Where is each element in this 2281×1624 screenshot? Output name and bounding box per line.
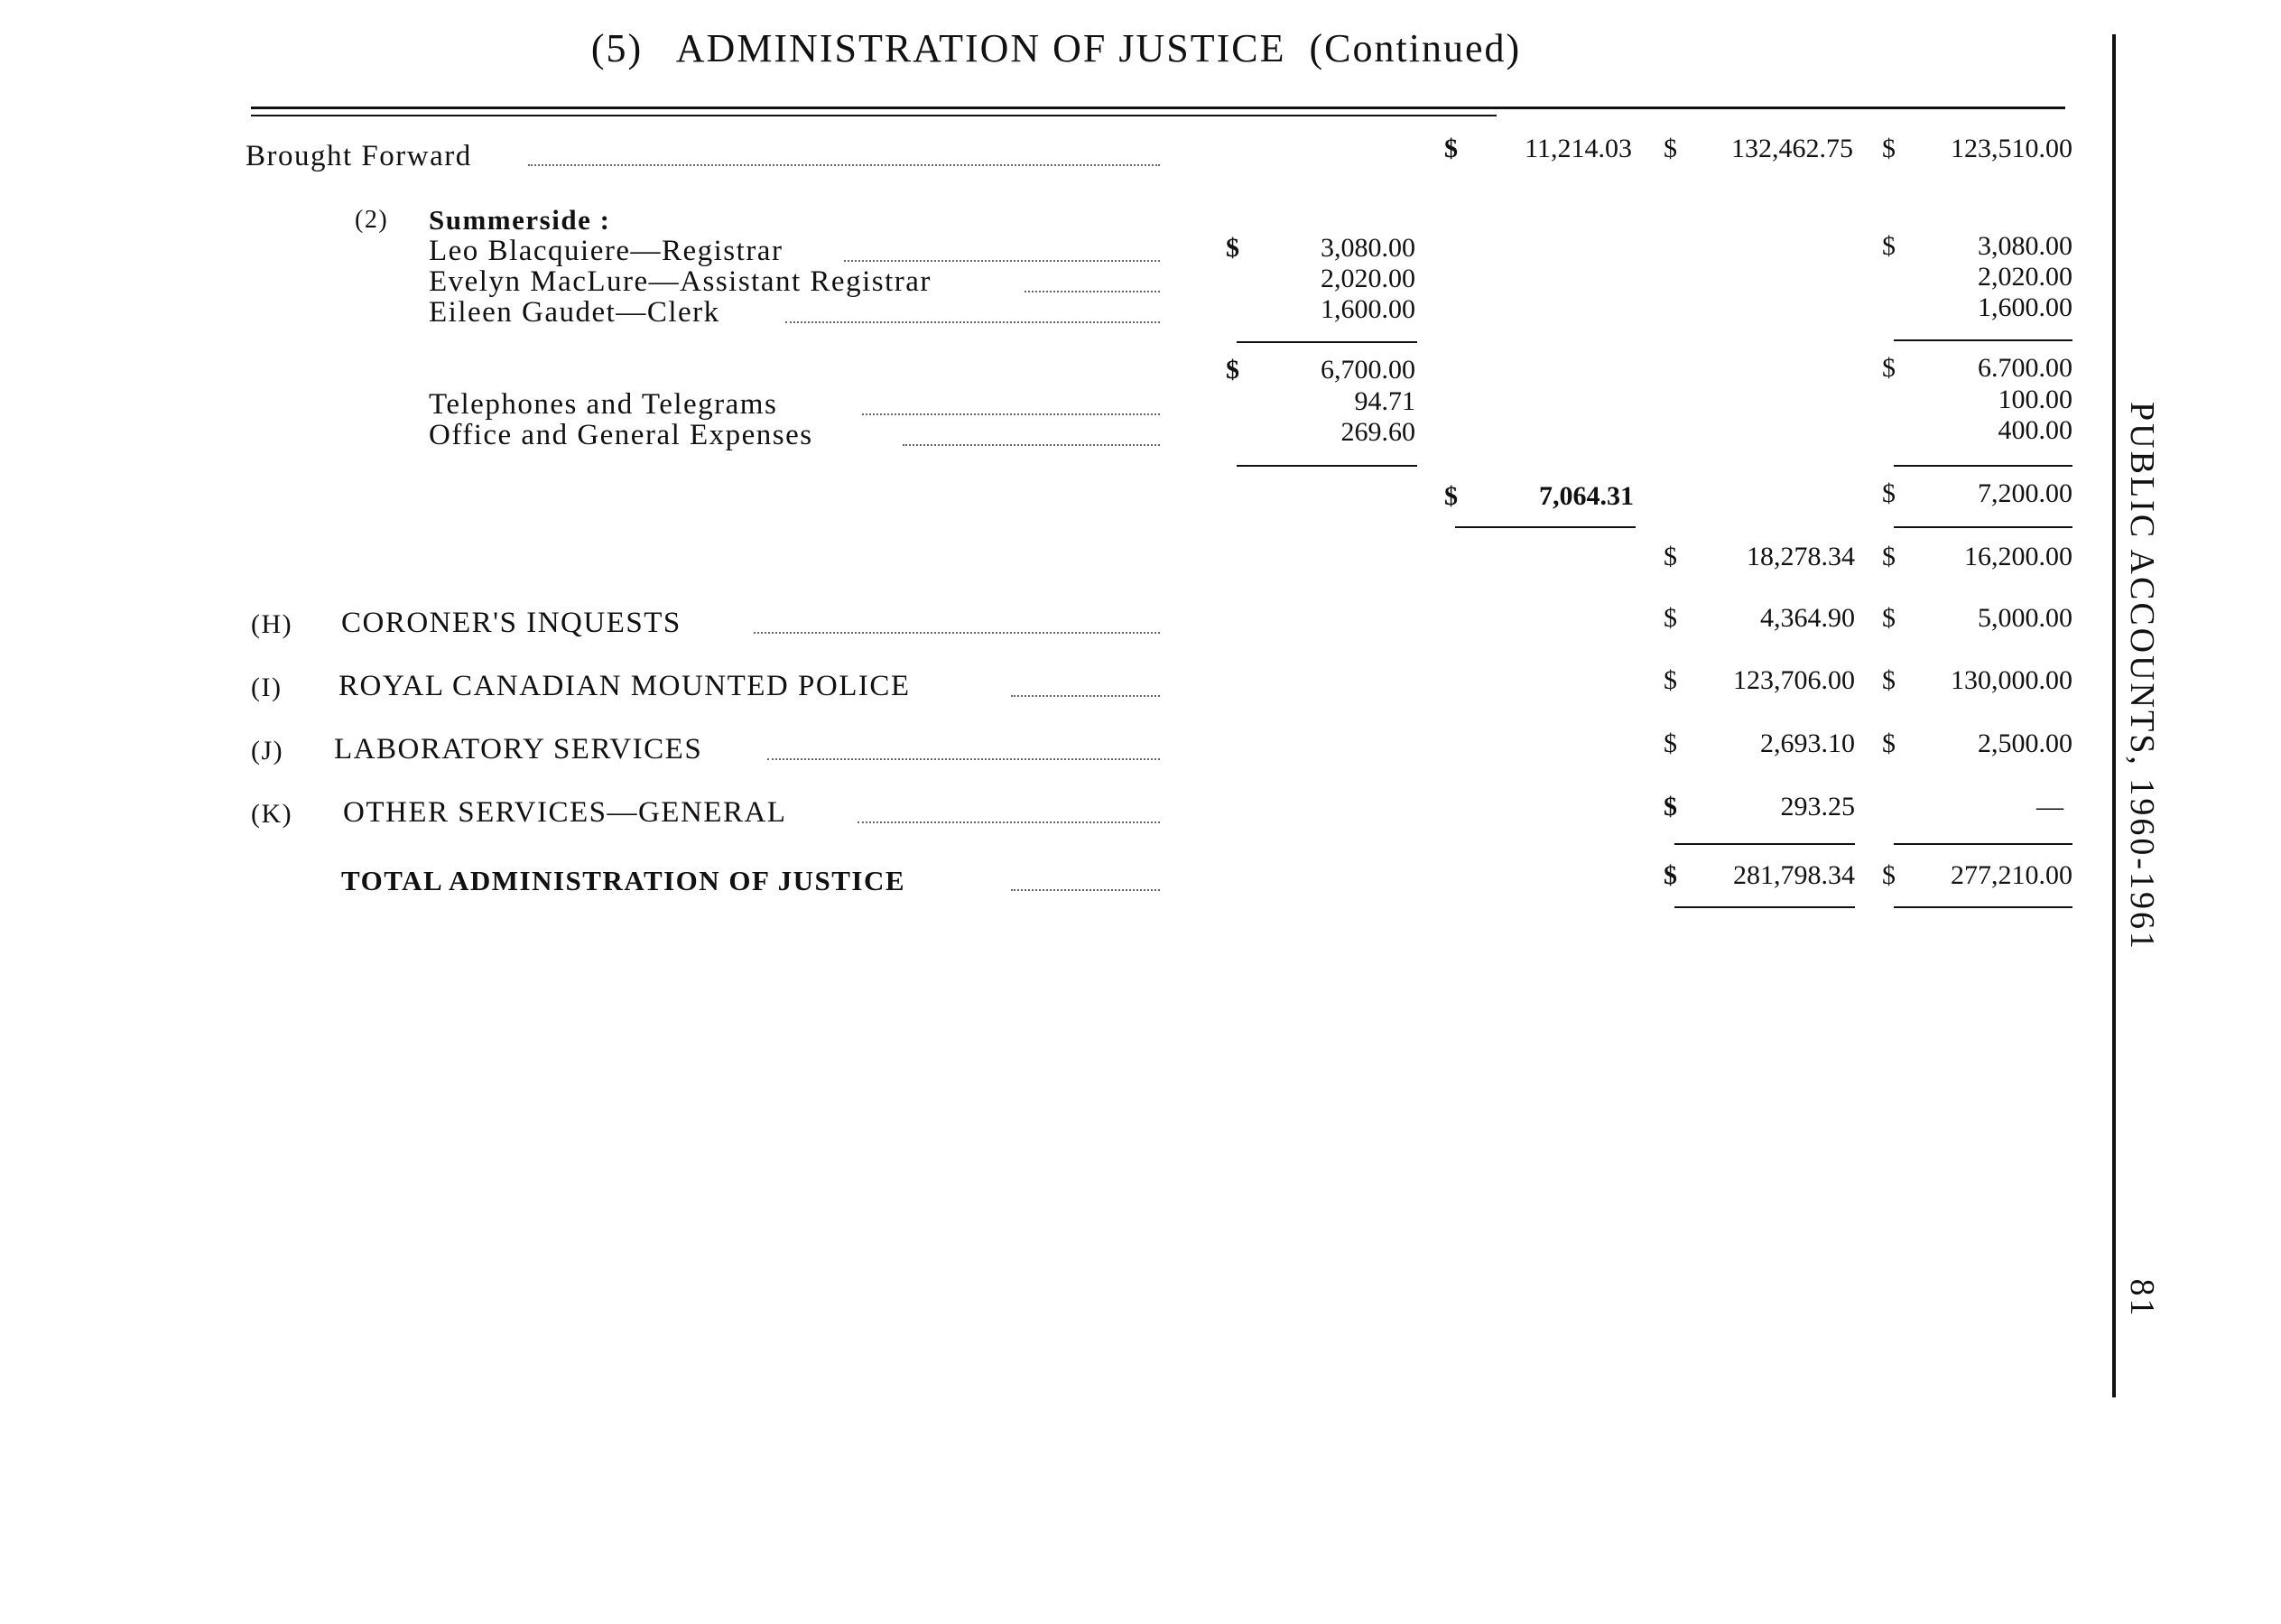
brought-forward-c4: 123,510.00 bbox=[1951, 134, 2072, 163]
item-c4: 100.00 bbox=[1998, 385, 2072, 414]
currency-sign: $ bbox=[1882, 231, 1896, 261]
subsection-number: (2) bbox=[355, 206, 389, 234]
leader-dots bbox=[785, 321, 1160, 323]
running-title-text: PUBLIC ACCOUNTS, 1960-1961 bbox=[2123, 402, 2161, 951]
subtotal-c1: 6,700.00 bbox=[1321, 355, 1415, 385]
carried-c4: 16,200.00 bbox=[1964, 542, 2072, 571]
currency-sign: $ bbox=[1664, 728, 1677, 758]
currency-sign: $ bbox=[1226, 355, 1239, 385]
item-c4: 2,020.00 bbox=[1978, 262, 2072, 292]
continued-label: (Continued) bbox=[1309, 26, 1522, 70]
section-code: (K) bbox=[251, 799, 293, 829]
currency-sign: $ bbox=[1664, 792, 1677, 821]
section-c4: 2,500.00 bbox=[1978, 728, 2072, 758]
leader-dots bbox=[767, 758, 1160, 760]
leader-dots bbox=[528, 164, 1160, 166]
subsection-heading: Summerside : bbox=[429, 204, 611, 236]
leader-dots bbox=[754, 632, 1160, 634]
leader-dots bbox=[862, 413, 1160, 415]
currency-sign: $ bbox=[1444, 481, 1458, 511]
grand-total-c3: 281,798.34 bbox=[1733, 860, 1855, 890]
section-title: ADMINISTRATION OF JUSTICE bbox=[675, 26, 1286, 70]
section-c3: 4,364.90 bbox=[1760, 603, 1855, 633]
currency-sign: $ bbox=[1664, 134, 1677, 163]
section-label: LABORATORY SERVICES bbox=[334, 733, 703, 766]
running-title bbox=[2122, 402, 2162, 1319]
leader-dots bbox=[858, 821, 1160, 823]
leader-dots bbox=[844, 260, 1160, 262]
section-code: (H) bbox=[251, 609, 293, 639]
grand-total-label: TOTAL ADMINISTRATION OF JUSTICE bbox=[341, 865, 906, 896]
item-c4: 1,600.00 bbox=[1978, 292, 2072, 322]
item-label: Leo Blacquiere—Registrar bbox=[429, 235, 784, 267]
section-label: OTHER SERVICES—GENERAL bbox=[343, 796, 787, 829]
currency-sign: $ bbox=[1444, 134, 1458, 163]
brought-forward-c2: 11,214.03 bbox=[1525, 134, 1632, 163]
currency-sign: $ bbox=[1882, 603, 1896, 633]
header-rule-bottom bbox=[251, 115, 1497, 116]
section-c3: 2,693.10 bbox=[1760, 728, 1855, 758]
item-c1: 2,020.00 bbox=[1321, 264, 1415, 293]
section-label: ROYAL CANADIAN MOUNTED POLICE bbox=[338, 670, 911, 702]
currency-sign: $ bbox=[1882, 134, 1896, 163]
currency-sign: $ bbox=[1882, 665, 1896, 695]
section-c3: 293.25 bbox=[1780, 792, 1855, 821]
header-rule-top bbox=[251, 107, 2065, 109]
leader-dots bbox=[1011, 695, 1160, 697]
subtotal-rule bbox=[1237, 341, 1417, 343]
currency-sign: $ bbox=[1882, 542, 1896, 571]
vertical-rule bbox=[2112, 34, 2116, 1397]
total-rule bbox=[1237, 465, 1417, 467]
section-c4: 5,000.00 bbox=[1978, 603, 2072, 633]
section-number: (5) bbox=[590, 26, 644, 70]
grand-total-underline bbox=[1674, 906, 1855, 908]
item-c4: 400.00 bbox=[1998, 415, 2072, 445]
total-rule bbox=[1455, 526, 1636, 528]
currency-sign: $ bbox=[1882, 728, 1896, 758]
item-label: Evelyn MacLure—Assistant Registrar bbox=[429, 265, 932, 298]
grand-total-rule bbox=[1674, 843, 1855, 845]
item-c1: 269.60 bbox=[1340, 417, 1415, 447]
subtotal-c4: 6.700.00 bbox=[1978, 353, 2072, 383]
section-code: (I) bbox=[251, 673, 283, 702]
grand-total-rule bbox=[1894, 843, 2072, 845]
item-c1: 3,080.00 bbox=[1321, 233, 1415, 263]
item-label: Eileen Gaudet—Clerk bbox=[429, 296, 720, 329]
currency-sign: $ bbox=[1664, 603, 1677, 633]
item-c1: 1,600.00 bbox=[1321, 294, 1415, 324]
grand-total-c4: 277,210.00 bbox=[1951, 860, 2072, 890]
summerside-total-c4: 7,200.00 bbox=[1978, 478, 2072, 508]
section-c4: — bbox=[2036, 792, 2063, 821]
currency-sign: $ bbox=[1882, 478, 1896, 508]
page-title bbox=[0, 25, 2112, 71]
carried-c3: 18,278.34 bbox=[1747, 542, 1855, 571]
page-number: 81 bbox=[2123, 1278, 2161, 1319]
currency-sign: $ bbox=[1226, 233, 1239, 263]
currency-sign: $ bbox=[1882, 353, 1896, 383]
leader-dots bbox=[1011, 889, 1160, 891]
brought-forward-c3: 132,462.75 bbox=[1731, 134, 1853, 163]
total-rule bbox=[1894, 526, 2072, 528]
item-c1: 94.71 bbox=[1354, 386, 1415, 416]
currency-sign: $ bbox=[1664, 542, 1677, 571]
total-rule bbox=[1894, 465, 2072, 467]
currency-sign: $ bbox=[1882, 860, 1896, 890]
section-label: CORONER'S INQUESTS bbox=[341, 607, 682, 639]
leader-dots bbox=[903, 444, 1160, 446]
section-c3: 123,706.00 bbox=[1733, 665, 1855, 695]
subtotal-rule bbox=[1894, 339, 2072, 341]
summerside-total-c2: 7,064.31 bbox=[1539, 481, 1634, 511]
item-c4: 3,080.00 bbox=[1978, 231, 2072, 261]
item-label: Office and General Expenses bbox=[429, 419, 813, 451]
grand-total-underline bbox=[1894, 906, 2072, 908]
section-c4: 130,000.00 bbox=[1951, 665, 2072, 695]
leader-dots bbox=[1025, 291, 1160, 292]
currency-sign: $ bbox=[1664, 860, 1677, 890]
section-code: (J) bbox=[251, 736, 284, 766]
brought-forward-label: Brought Forward bbox=[246, 140, 472, 172]
item-label: Telephones and Telegrams bbox=[429, 388, 778, 421]
currency-sign: $ bbox=[1664, 665, 1677, 695]
